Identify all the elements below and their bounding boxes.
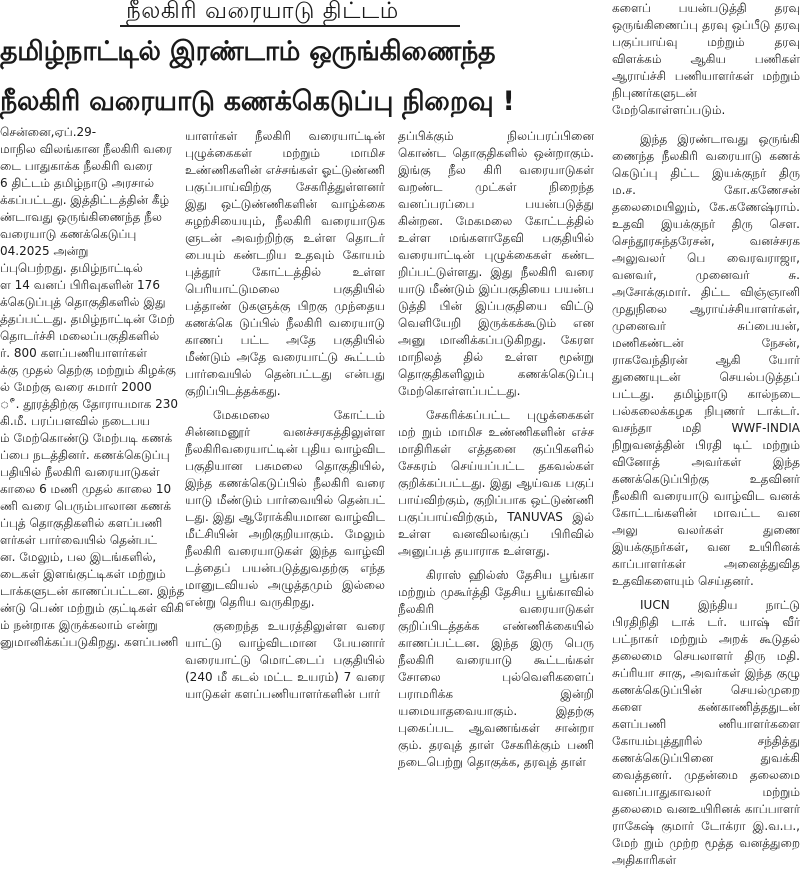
col2-paragraph-2: மேகமலை கோட்டம் சின்னமனூர் வனச்சரகத்திலுள்ள நீலகிரிவரையாட்டின் புதிய வாழ்விட பகுதியான பசுமலை தொகுதியில், இந்த கணக்கெடுப்பில் நீலகிரி வரை யாடு மீண்டும் பார்வையில் தென்பட் டது. இது ஆரோக்கியமான வாழ்விட மீட்சியின் அறிகுறியாகும். மேலும் நீலகிரி வரையாடுகள் இந்த வாழ்வி டத்தைப் பயன்படுத்துவதற்கு எந்த மானுடவியல் அழுத்தமும் இல்லை என்று தெரிய வருகிறது. [185, 408, 385, 609]
col1-line: க்கு முதல் தெற்கு மற்றும் கிழக்கு [0, 363, 176, 377]
kicker-underline [120, 25, 460, 27]
column-2 [185, 128, 385, 701]
column-1 [0, 124, 185, 674]
col1-line: மாநில விலங்கான நீலகிரி வரை [0, 142, 173, 156]
col1-line: ணி வரை பெரும்பாலான கணக் [0, 499, 172, 513]
headline-line-2: நீலகிரி வரையாடு கணக்கெடுப்பு நிறைவு ! [0, 86, 515, 117]
col1-line: க்கெடுப்புத் தொகுதிகளில் இது [0, 295, 166, 309]
column-4 [612, 0, 800, 867]
col1-line: ப்புத் தொகுதிகளில் களப்பணி [0, 516, 163, 530]
col1-line: ர். 800 களப்பணியாளர்கள் [0, 346, 147, 360]
col1-line: டைகள் இளங்குட்டிகள் மற்றும் [0, 567, 166, 581]
col4-paragraph-3: IUCN இந்திய நாட்டு பிரதிநிதி டாக் டர். யாஷ் வீர் பட்நாகர் மற்றும் அறக் கூடுதல் தலைமை செயலாளர் திரு மதி. சுப்ரியா சாகு, அவர்கள் இந்த குழு கணக்கெடுப்பின் செயல்முறை களை கண்காணித்ததுடன் களப்பணி ணியாளர்களை கோயம்புத்தூரில் சந்தித்து கணக்கெடுப்பினை துவக்கி வைத்தனர். முதன்மை தலைமை வனப்பாதுகாவலர் மற்றும் தலைமை வனஉயிரினக் காப்பாளர் ராகேஷ் குமார் டோக்ரா இ.வ.ப., மேற் றும் முற்ற மூத்த வனத்துறை அதிகாரிகள் [612, 598, 800, 867]
col2-paragraph-3: குறைந்த உயரத்திலுள்ள வரை யாட்டு வாழ்விடமான பேயனார் வரையாட்டு மொட்டைப் பகுதியில் (240 மீ கடல் மட்ட உயரம்) 7 வரை யாடுகள் களப்பணியாளர்களின் பார் [185, 619, 385, 701]
col1-line: ம் மேற்கொண்டு மேற்படி கணக் [0, 431, 173, 445]
col1-line: ள 14 வனப் பிரிவுகளின் 176 [0, 278, 160, 292]
col2-paragraph-1: யாளர்கள் நீலகிரி வரையாட்டின் புழுக்கைகள் மற்றும் மாமிச உண்ணிகளின் எச்சங்கள் ஓட்டுண்ணி பகுப்பாய்விற்கு சேகரித்துள்ளனர் இது ஒட்டுண்ணிகளின் வாழ்க்கை சுழற்சியையும், நீலகிரி வரையாடுக ளுடன் அவற்றிற்கு உள்ள தொடர் பையும் கண்டறிய உதவும் கோயம் புத்தூர் கோட்டத்தில் உள்ள பெரியாட்டுமலை பகுதியில் பத்தாண் டுகளுக்கு பிறகு முந்தைய கணக்கெ டுப்பில் நீலகிரி வரையாடு காணப் பட்ட அதே பகுதியில் மீண்டும் அதே வரையாட்டு கூட்டம் பார்வையில் தென்பட்டது என்பது குறிப்பிடத்தக்கது. [185, 129, 385, 398]
col1-line: பதியில் நீலகிரி வரையாடுகள் [0, 465, 160, 479]
article-kicker: நீலகிரி வரையாடு திட்டம் [126, 0, 399, 24]
col1-line: ண்டாவது ஒருங்கிணைந்த நீல [0, 210, 162, 224]
col1-line: க்கப்பட்டது. இத்திட்டத்தின் கீழ் [0, 193, 170, 207]
col4-paragraph-2: இந்த இரண்டாவது ஒருங்கி ணைந்த நீலகிரி வரையாடு கணக் கெடுப்பு திட்ட இயக்குநர் திரு ம.ச. கோ.கணேசன் தலைமையிலும், கே.கணேஷ்ராம். உதவி இயக்குநர் திரு சௌ. செந்தூரசுந்தரேசன், வனச்சரக அலுவலர் பெ வைரவராஜா, வனவர், முனைவர் சு. அசோக்குமார். திட்ட விஞ்ஞானி முதுநிலை ஆராய்ச்சியாளர்கள், முனைவர் சுப்பையன், மணிகண்டன் நேசன், ராகவேந்திரன் ஆகி யோர் துணையுடன் செயல்படுத்தப் பட்டது. தமிழ்நாடு கால்நடை பல்கலைக்கழக நிபுணர் டாக்டர். வசந்தா மதி WWF-INDIA நிறுவனத்தின் பிரதி டிட் மற்றும் வினோத் அவர்கள் இந்த கணக்கெடுப்பிற்கு உதவினர் நீலகிரி வரையாடு வாழ்விட வனக் கோட்டங்களின் மாவட்ட வன அலு வலர்கள் துணை இயக்குநர்கள், வன உயிரினக் காப்பாளர்கள் அனைத்துவித உதவிகளையும் செய்தனர். [612, 132, 800, 588]
col1-line: காலை 6 மணி முதல் காலை 10 [0, 482, 172, 496]
col1-line: கி.மீ. பரப்பளவில் நடைபய [0, 414, 151, 428]
col1-line: னுமானிக்கப்படுகிறது. களப்பணி [0, 635, 179, 649]
col1-line: தொடர்ச்சி மலைப்பகுதிகளில் [0, 329, 160, 343]
column-3 [398, 128, 594, 769]
col3-paragraph-1: தப்பிக்கும் நிலப்பரப்பினை கொண்ட தொகுதிகளில் ஒன்றாகும். இங்கு நீல கிரி வரையாடுகள் வறண்ட முட்கள் நிறைந்த வனப்பரப்பை பயன்படுத்து கின்றன. மேகமலை கோட்டத்தில் உள்ள மங்களாதேவி பகுதியில் வரையாட்டின் புழுக்கைகள் கண்ட றிப்பட்டுள்ளது. இது நீலகிரி வரை யாடு மீண்டும் இப்பகுதியை பயன்ப டுத்தி பின் இப்பகுதியை விட்டு வெளியேறி இருக்கக்கூடும் என அனு மானிக்கப்படுகிறது. கேரள மாநிலத் தில் உள்ள மூன்று தொகுதிகளிலும் கணக்கெடுப்பு மேற்கொள்ளப்பட்டது. [398, 129, 594, 398]
col1-line: 04.2025 அன்று [0, 244, 89, 258]
col1-line: ம் நன்றாக இருக்கலாம் என்று [0, 618, 158, 632]
col1-line: ண்டு பெண் மற்றும் குட்டிகள் விகி [0, 601, 184, 615]
col3-paragraph-2: சேகரிக்கப்பட்ட புழுக்கைகள் மற் றும் மாமிச உண்ணிகளின் எச்ச மாதிரிகள் எத்தனை குப்பிகளில் சேகரம் செய்யப்பட்ட தகவல்கள் குறிக்கப்பட்டது. இது ஆய்வக பகுப் பாய்விற்கும், குறிப்பாக ஒட்டுண்ணி பகுப்பாய்விற்கும், TANUVAS இல் உள்ள வனவிலங்குப் பிரிவில் அனுப்பத் தயாராக உள்ளது. [398, 408, 594, 558]
col1-line: வரையாடு கணக்கெடுப்பு [0, 227, 137, 241]
col1-line: ப்புபெற்றது. தமிழ்நாட்டில் [0, 261, 143, 275]
col1-line: ீ. தூரத்திற்கு தோராயமாக 230 [0, 397, 179, 411]
col1-line: சென்னை,ஏப்.29- [0, 125, 97, 139]
col3-paragraph-3: கிராஸ் ஹில்ஸ் தேசிய பூங்கா மற்றும் முகூர்த்தி தேசிய பூங்காவில் நீலகிரி வரையாடுகள் குறிப்பிடத்தக்க எண்ணிக்கையில் காணப்பட்டன. இந்த இரு பெரு நீலகிரி வரையாடு கூட்டங்கள் சோலை புல்வெளிகளைப் பராமரிக்க இன்றி யமையாதவையாகும். இதற்கு புகைப்பட ஆவணங்கள் சான்றா கும். தரவுத் தாள் சேகரிக்கும் பணி நடைபெற்று தொகுக்க, தரவுத் தாள் [398, 568, 594, 769]
headline-line-1: தமிழ்நாட்டில் இரண்டாம் ஒருங்கிணைந்த [0, 36, 496, 67]
col1-line: ளர்கள் பார்வையில் தென்பட் [0, 533, 158, 547]
col4-paragraph-1: களைப் பயன்படுத்தி தரவு ஒருங்கிணைப்பு தரவு ஒப்பீடு தரவு பகுப்பாய்வு மற்றும் தரவு விளக்கம் ஆகிய பணிகள் ஆராய்ச்சி பணியாளர்கள் மற்றும் நிபுணர்களுடன் மேற்கொள்ளப்படும். [612, 1, 800, 117]
col1-line: ல் மேற்கு வரை சுமார் 2000 [0, 380, 152, 394]
col1-line: 6 திட்டம் தமிழ்நாடு அரசால் [0, 176, 155, 190]
col1-line: டை பாதுகாக்க நீலகிரி வரை [0, 159, 153, 173]
col1-line: த்தப்பட்டது. தமிழ்நாட்டின் மேற் [0, 312, 175, 326]
col1-line: ன. மேலும், பல இடங்களில், [0, 550, 157, 564]
col1-line: டாக்களுடன் காணப்பட்டன. இந்த [0, 584, 185, 598]
col1-line: ப்பை நடத்தினர். கணக்கெடுப்பு [0, 448, 170, 462]
